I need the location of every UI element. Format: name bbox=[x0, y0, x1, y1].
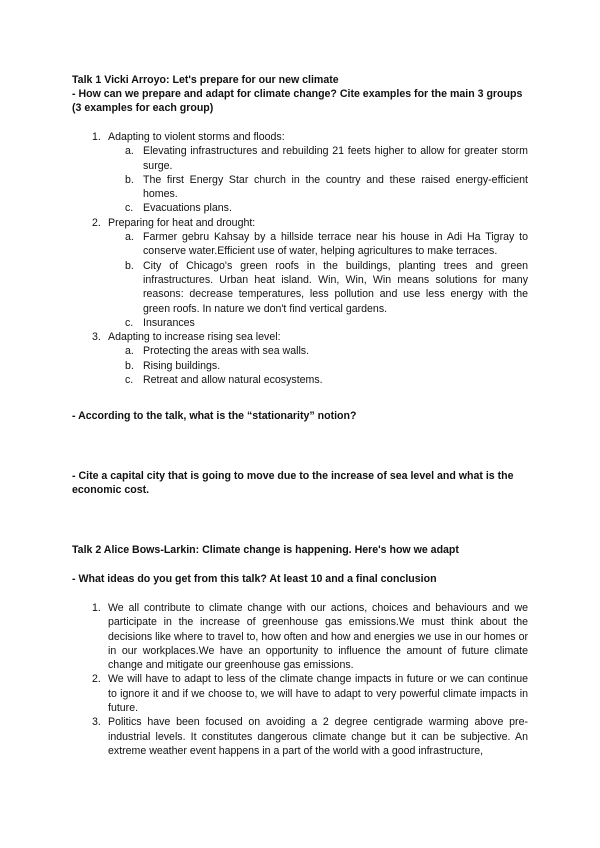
talk1-title: Talk 1 Vicki Arroyo: Let's prepare for our new climate bbox=[72, 74, 339, 86]
list-item: 2. Preparing for heat and drought: a. Farmer gebru Kahsay by a hillside terrace near his house in Adi Ha Tigray to conserve water.Efficient use of water, helping agricultures to make terraces. b. City of Chicago's green roofs in the buildings, planting trees and green infrastructures. Urban heat island. Win, Win, Win means solutions for many reasons: decrease temperatures, less pollution and use less energy with the green roofs. In nature we don't find vertical gardens. c. Insurances bbox=[92, 216, 528, 329]
talk2-answer-list bbox=[92, 601, 528, 758]
sub-list-item: c. Insurances bbox=[125, 316, 195, 329]
talk1-question-3: - Cite a capital city that is going to move due to the increase of sea level and what is the economic cost. bbox=[72, 470, 514, 497]
sub-list-item: c. Retreat and allow natural ecosystems. bbox=[125, 374, 323, 387]
sub-list-item: c. Evacuations plans. bbox=[125, 202, 232, 215]
list-item: 2. We will have to adapt to less of the climate change impacts in future or we can continue to ignore it and if we choose to, we will have to adapt to very powerful climate impacts in future. bbox=[92, 673, 528, 715]
list-item: 3. Adapting to increase rising sea level: a. Protecting the areas with sea walls. b. Rising buildings. c. Retreat and allow natural ecosystems. bbox=[92, 330, 528, 387]
talk2-question-1: - What ideas do you get from this talk? At least 10 and a final conclusion bbox=[72, 573, 437, 585]
sub-list-item: b. Rising buildings. bbox=[125, 359, 221, 372]
sub-list-item: a. Farmer gebru Kahsay by a hillside terrace near his house in Adi Ha Tigray to conserve water.Efficient use of water, helping agricultures to make terraces. bbox=[125, 231, 528, 258]
list-item: 3. Politics have been focused on avoiding a 2 degree centigrade warming above pre-industrial levels. It constitutes dangerous climate change but it can be subjective. An extreme weather event happens in a part of the world with a good infrastructure, bbox=[92, 716, 528, 757]
list-item-text: Adapting to increase rising sea level: bbox=[108, 331, 281, 344]
sub-list-item: a. Elevating infrastructures and rebuilding 21 feets higher to allow for greater storm surge. bbox=[125, 145, 528, 172]
talk2-title: Talk 2 Alice Bows-Larkin: Climate change is happening. Here's how we adapt bbox=[72, 544, 459, 556]
sub-list-item: b. City of Chicago's green roofs in the buildings, planting trees and green infrastructures. Urban heat island. Win, Win, Win means solutions for many reasons: decrease temperatures, less pollution and use less energy with the green roofs. In nature we don't find vertical gardens. bbox=[125, 259, 528, 315]
list-item: 1. Adapting to violent storms and floods: a. Elevating infrastructures and rebuilding 21 feets higher to allow for greater storm surge. b. The first Energy Star church in the country and these raised energy-efficient homes. c. Evacuations plans. bbox=[92, 131, 528, 215]
list-item-text: Preparing for heat and drought: bbox=[108, 216, 256, 229]
talk1-answer-list bbox=[92, 130, 528, 387]
talk1-question-2: - According to the talk, what is the “stationarity” notion? bbox=[72, 410, 357, 422]
sub-list-item: b. The first Energy Star church in the country and these raised energy-efficient homes. bbox=[125, 173, 528, 201]
list-item: 1. We all contribute to climate change with our actions, choices and behaviours and we participate in the increase of greenhouse gas emissions.We must think about the decisions like where to travel to, how often and how and energies we use in our homes or in our workplaces.We have an opportunity to influence the amount of future climate change and mitigate our greenhouse gas emissions. bbox=[92, 602, 528, 672]
sub-list-item: a. Protecting the areas with sea walls. bbox=[125, 345, 310, 358]
list-item-text: Adapting to violent storms and floods: bbox=[108, 131, 285, 143]
talk1-question-1: - How can we prepare and adapt for climate change? Cite examples for the main 3 groups (3 examples for each group) bbox=[72, 88, 523, 115]
